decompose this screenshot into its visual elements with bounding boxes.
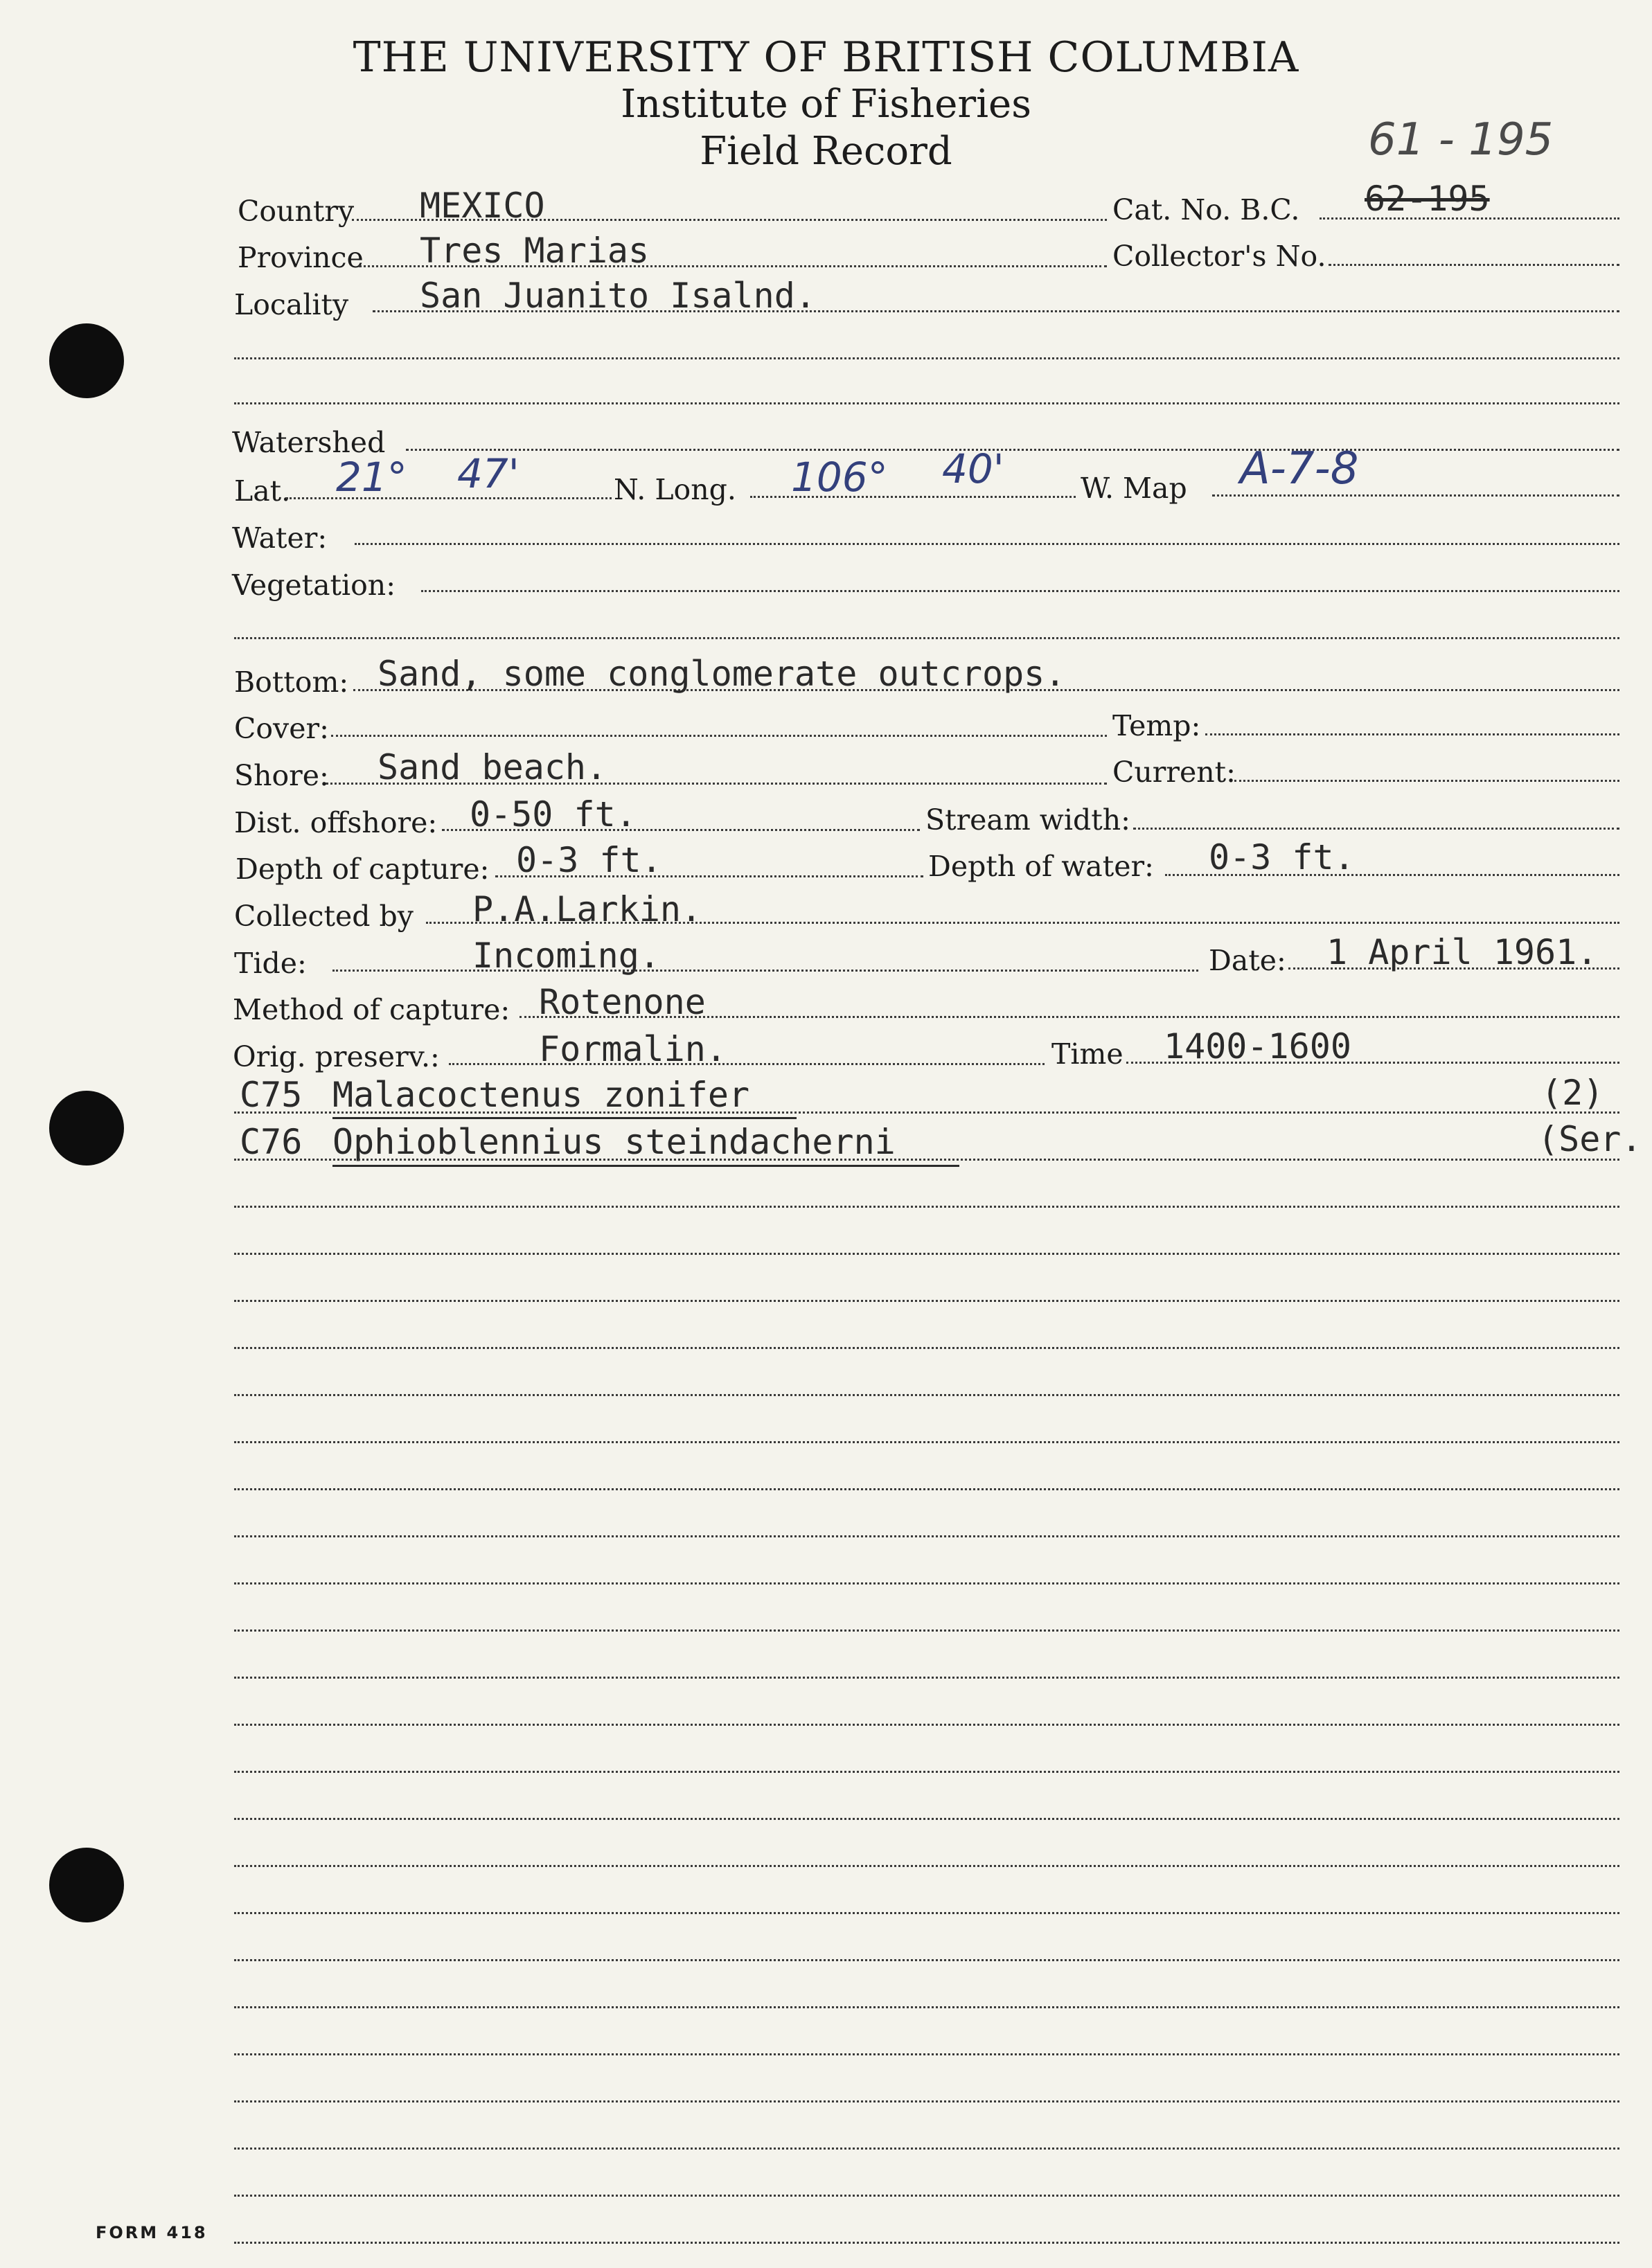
date-value: 1 April 1961. — [1326, 932, 1598, 972]
cover-label: Cover: — [234, 712, 329, 745]
n-long-label: N. Long. — [614, 473, 736, 506]
blank-line — [234, 1206, 1619, 1208]
species-underline — [332, 1117, 797, 1119]
current-label: Current: — [1112, 756, 1236, 789]
depth-capture-value: 0-3 ft. — [516, 840, 662, 880]
blank-line — [234, 1959, 1619, 1961]
university-title: THE UNIVERSITY OF BRITISH COLUMBIA — [353, 33, 1299, 82]
blank-line — [234, 1441, 1619, 1443]
method-label: Method of capture: — [233, 993, 510, 1026]
cat-no-value: 62-195 — [1365, 179, 1490, 219]
blank-line — [234, 1535, 1619, 1537]
blank-line — [234, 1253, 1619, 1255]
blank-line — [234, 1347, 1619, 1349]
water-label: Water: — [232, 521, 328, 555]
collected-by-value: P.A.Larkin. — [472, 889, 702, 929]
species-name: Malacoctenus zonifer — [332, 1075, 750, 1115]
species-count: (Ser. — [1538, 1119, 1642, 1159]
blank-line — [234, 1394, 1619, 1396]
cat-no-label: Cat. No. B.C. — [1112, 193, 1300, 226]
species-name: Ophioblennius steindacherni — [332, 1122, 896, 1162]
species-code: C75 — [240, 1075, 303, 1115]
species-count: (2) — [1541, 1073, 1604, 1113]
punch-hole-bottom — [49, 1848, 124, 1922]
depth-capture-label: Depth of capture: — [236, 852, 490, 886]
depth-water-value: 0-3 ft. — [1209, 837, 1355, 877]
blank-line — [234, 1771, 1619, 1773]
dist-offshore-label: Dist. offshore: — [234, 806, 438, 839]
vegetation-label: Vegetation: — [232, 569, 396, 602]
vegetation-extra-line — [234, 637, 1619, 639]
shore-value: Sand beach. — [378, 747, 607, 787]
punch-hole-middle — [49, 1091, 124, 1166]
lat-degrees: 21° — [336, 454, 407, 501]
species-underline — [332, 1165, 959, 1167]
time-label: Time — [1051, 1037, 1123, 1071]
blank-line — [234, 2242, 1619, 2244]
species-line — [234, 1111, 1619, 1114]
collector-no-line — [1329, 264, 1619, 266]
institute-title: Institute of Fisheries — [621, 82, 1031, 127]
cat-no-handwritten: 61 - 195 — [1368, 114, 1554, 166]
locality-label: Locality — [234, 288, 349, 321]
country-label: Country — [238, 195, 355, 228]
orig-preserv-line — [449, 1063, 1045, 1065]
bottom-value: Sand, some conglomerate outcrops. — [378, 654, 1066, 694]
lat-label: Lat. — [234, 474, 291, 508]
species-line — [234, 1159, 1619, 1161]
watershed-label: Watershed — [232, 426, 386, 459]
watershed-line — [406, 449, 1619, 451]
tide-value: Incoming. — [472, 936, 660, 976]
date-label: Date: — [1209, 944, 1286, 977]
long-degrees: 106° — [791, 454, 888, 501]
province-label: Province — [238, 241, 364, 274]
locality-extra-line — [234, 402, 1619, 404]
locality-value: San Juanito Isalnd. — [420, 276, 816, 316]
blank-line — [234, 2148, 1619, 2150]
water-line — [355, 543, 1619, 545]
blank-line — [234, 2195, 1619, 2197]
map-line — [1212, 494, 1619, 497]
depth-water-label: Depth of water: — [928, 850, 1154, 883]
tide-line — [332, 970, 1198, 972]
dist-offshore-value: 0-50 ft. — [470, 794, 637, 834]
current-line — [1234, 780, 1619, 782]
time-value: 1400-1600 — [1164, 1026, 1351, 1066]
map-value: A-7-8 — [1240, 443, 1359, 494]
locality-extra-line — [234, 357, 1619, 359]
species-code: C76 — [240, 1122, 303, 1162]
blank-line — [234, 1488, 1619, 1490]
blank-line — [234, 2053, 1619, 2055]
blank-line — [234, 1300, 1619, 1302]
country-value: MEXICO — [420, 186, 545, 226]
blank-line — [234, 1677, 1619, 1679]
blank-line — [234, 1818, 1619, 1820]
collector-no-label: Collector's No. — [1112, 240, 1326, 273]
blank-line — [234, 1629, 1619, 1632]
bottom-label: Bottom: — [234, 666, 349, 699]
shore-label: Shore: — [234, 759, 329, 792]
lat-minutes: 47' — [457, 450, 519, 497]
blank-line — [234, 2100, 1619, 2102]
blank-line — [234, 1724, 1619, 1726]
blank-line — [234, 1912, 1619, 1914]
blank-line — [234, 1865, 1619, 1867]
temp-label: Temp: — [1112, 709, 1201, 742]
province-value: Tres Marias — [420, 231, 650, 271]
w-map-label: W. Map — [1081, 472, 1187, 505]
collected-by-label: Collected by — [234, 900, 414, 933]
orig-preserv-label: Orig. preserv.: — [233, 1040, 440, 1073]
lat-line — [286, 497, 612, 499]
blank-line — [234, 2006, 1619, 2008]
stream-width-label: Stream width: — [925, 803, 1130, 837]
temp-line — [1205, 733, 1619, 735]
vegetation-line — [421, 590, 1619, 592]
record-title: Field Record — [700, 129, 952, 174]
tide-label: Tide: — [234, 947, 307, 980]
punch-hole-top — [49, 323, 124, 398]
blank-line — [234, 1582, 1619, 1584]
stream-width-line — [1133, 828, 1619, 830]
orig-preserv-value: Formalin. — [539, 1029, 727, 1069]
form-number: FORM 418 — [96, 2223, 208, 2242]
cover-line — [331, 735, 1107, 737]
method-value: Rotenone — [539, 982, 706, 1022]
long-minutes: 40' — [942, 445, 1004, 492]
